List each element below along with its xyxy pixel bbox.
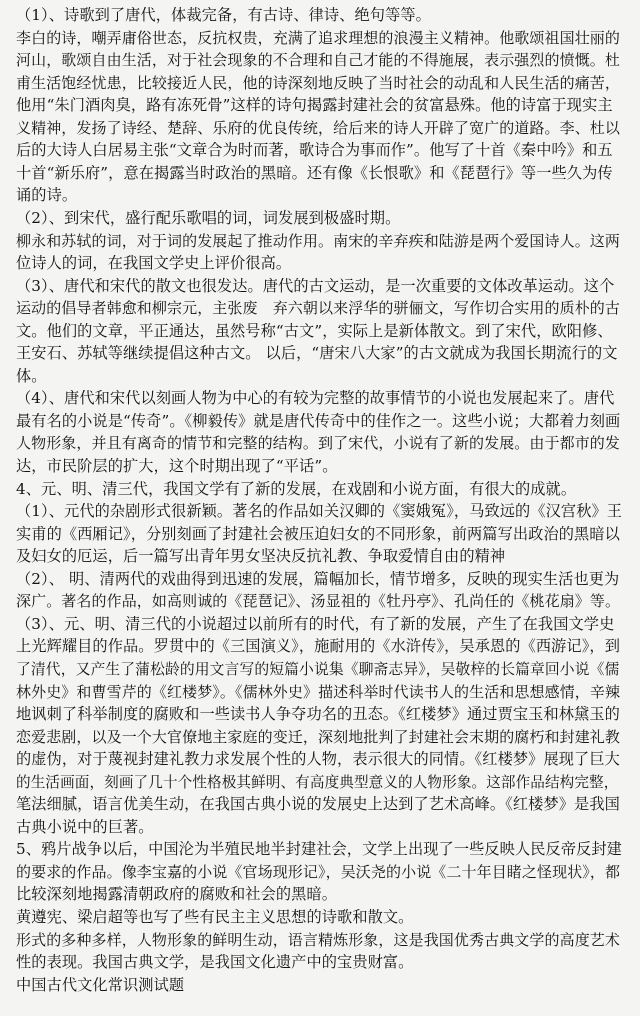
text-line: （1）、诗歌到了唐代，体裁完备，有古诗、律诗、绝句等等。 <box>16 6 431 24</box>
text-line: 上光辉耀目的作品。罗贯中的《三国演义》，施耐用的《水浒传》，吴承恩的《西游记》，到 <box>16 637 620 656</box>
text-line: 笔法细腻，语言优美生动，在我国古典小说的发展史上达到了艺术高峰。《红楼梦》是我国 <box>16 795 620 814</box>
text-line: 柳永和苏轼的词，对于词的发展起了推动作用。南宋的辛弃疾和陆游是两个爱国诗人。这两 <box>16 231 621 250</box>
text-line: 河山，歌颂自由生活，对于社会现象的不合理和自己才能的不得施展，表示强烈的愤慨。杜 <box>16 51 621 70</box>
text-line: 最有名的小说是“传奇”。《柳毅传》就是唐代传奇中的佳作之一。这些小说；大都着力刻画 <box>16 411 621 430</box>
text-line: 他用“朱门酒肉臭，路有冻死骨”这样的诗句揭露封建社会的贫富悬殊。他的诗富于现实主 <box>16 96 613 115</box>
text-line: 4、元、明、清三代，我国文学有了新的发展，在戏剧和小说方面，有很大的成就。 <box>16 479 577 498</box>
text-line: 体。 <box>16 366 47 385</box>
text-line: （3）、唐代和宋代的散文也很发达。唐代的古文运动，是一次重要的文体改革运动。这个 <box>16 276 615 295</box>
text-line: 义精神，发扬了诗经、楚辞、乐府的优良传统，给后来的诗人开辟了宽广的道路。李、杜以 <box>16 118 621 137</box>
text-line: 性的表现。我国古典文学，是我国文化遗产中的宝贵财富。 <box>16 953 414 972</box>
text-line: 比较深刻地揭露清朝政府的腐败和社会的黑暗。 <box>16 885 338 904</box>
text-line: 深广。著名的作品，如高则诚的《琵琶记》、汤显祖的《牡丹亭》、孔尚任的《桃花扇》等。 <box>16 592 621 611</box>
text-line: 了清代，又产生了蒲松龄的用文言写的短篇小说集《聊斋志异》，吴敬梓的长篇章回小说《儒 <box>16 660 620 678</box>
text-line: 人物形象，并且有离奇的情节和完整的结构。到了宋代，小说有了新的发展。由于都市的发 <box>16 434 621 453</box>
text-line: （1）、元代的杂剧形式很新颖。著名的作品如关汉卿的《窦娥冤》，马致远的《汉宫秋》王 <box>16 502 623 521</box>
text-line: 十首“新乐府”，意在揭露当时政治的黑暗。还有像《长恨歌》和《琵琶行》等一些久为传 <box>16 163 613 182</box>
text-line: 王安石、苏轼等继续提倡这种古文。 以后，“唐宋八大家”的古文就成为我国长期流行的文 <box>16 344 618 363</box>
text-line: （2）、到宋代，盛行配乐歌唱的词，词发展到极盛时期。 <box>16 208 401 227</box>
text-line: 文。他们的文章，平正通达，虽然号称“古文”，实际上是新体散文。到了宋代，欧阳修、 <box>16 321 613 340</box>
text-line: 运动的倡导者韩愈和柳宗元，主张废 弃六朝以来浮华的骈俪文，写作切合实用的质朴的古 <box>16 299 621 318</box>
text-line: 的要求的作品。像李宝嘉的小说《官场现形记》，吴沃尧的小说《二十年目睹之怪现状》，都 <box>16 862 621 881</box>
text-line: （4）、唐代和宋代以刻画人物为中心的有较为完整的故事情节的小说也发展起来了。唐代 <box>16 389 615 408</box>
text-line: 地讽刺了科举制度的腐败和一些读书人争夺功名的丑态。《红楼梦》通过贾宝玉和林黛玉的 <box>16 705 620 724</box>
text-line: 实甫的《西厢记》，分别刻画了封建社会被压迫妇女的不同形象，前两篇写出政治的黑暗以 <box>16 524 620 543</box>
text-line: 甫生活饱经忧患，比较接近人民，他的诗深刻地反映了当时社会的动乱和人民生活的痛苦， <box>16 73 621 92</box>
text-line: 5、鸦片战争以后，中国沦为半殖民地半封建社会，文学上出现了一些反映人民反帝反封建 <box>16 840 622 859</box>
text-line: 位诗人的词，在我国文学史上评价很高。 <box>16 254 292 273</box>
text-line: （2）、 明、清两代的戏曲得到迅速的发展，篇幅加长，情节增多，反映的现实生活也更为 <box>16 569 620 588</box>
text-line: 黄遵宪、梁启超等也写了些有民主主义思想的诗歌和散文。 <box>16 908 414 926</box>
text-line: 形式的多种多样，人物形象的鲜明生动，语言精炼形象，这是我国优秀古典文学的高度艺术 <box>16 930 621 949</box>
text-line: 李白的诗，嘲弄庸俗世态，反抗权贵，充满了追求理想的浪漫主义精神。他歌颂祖国壮丽的 <box>16 28 621 47</box>
text-line: 达，市民阶层的扩大，这个时期出现了“平话”。 <box>16 457 338 475</box>
text-line: 及妇女的厄运，后一篇写出青年男女坚决反抗礼教、争取爱情自由的精神 <box>16 547 506 566</box>
text-line: 后的大诗人白居易主张“文章合为时而著，歌诗合为事而作”。他写了十首《秦中吟》和五 <box>16 141 613 160</box>
text-line: 林外史》和曹雪芹的《红楼梦》。《儒林外史》描述科举时代读书人的生活和思想感情，辛辣 <box>16 682 621 701</box>
text-line: 的生活画面，刻画了几十个性格极其鲜明、有高度典型意义的人物形象。这部作品结构完整， <box>16 773 619 791</box>
text-line: 古典小说中的巨著。 <box>16 817 154 836</box>
document-title-line: 中国古代文化常识测试题 <box>16 975 185 994</box>
text-line: 诵的诗。 <box>16 186 78 205</box>
text-line: （3）、元、明、清三代的小说超过以前所有的时代，有了新的发展，产生了在我国文学史 <box>16 614 615 633</box>
text-line: 恋爱悲剧，以及一个大官僚地主家庭的变迁，深刻地批判了封建社会末期的腐朽和封建礼教 <box>16 727 621 746</box>
text-line: 的虚伪，对于蔑视封建礼教力求发展个性的人物，表示很大的同情。《红楼梦》展现了巨大 <box>16 750 620 769</box>
